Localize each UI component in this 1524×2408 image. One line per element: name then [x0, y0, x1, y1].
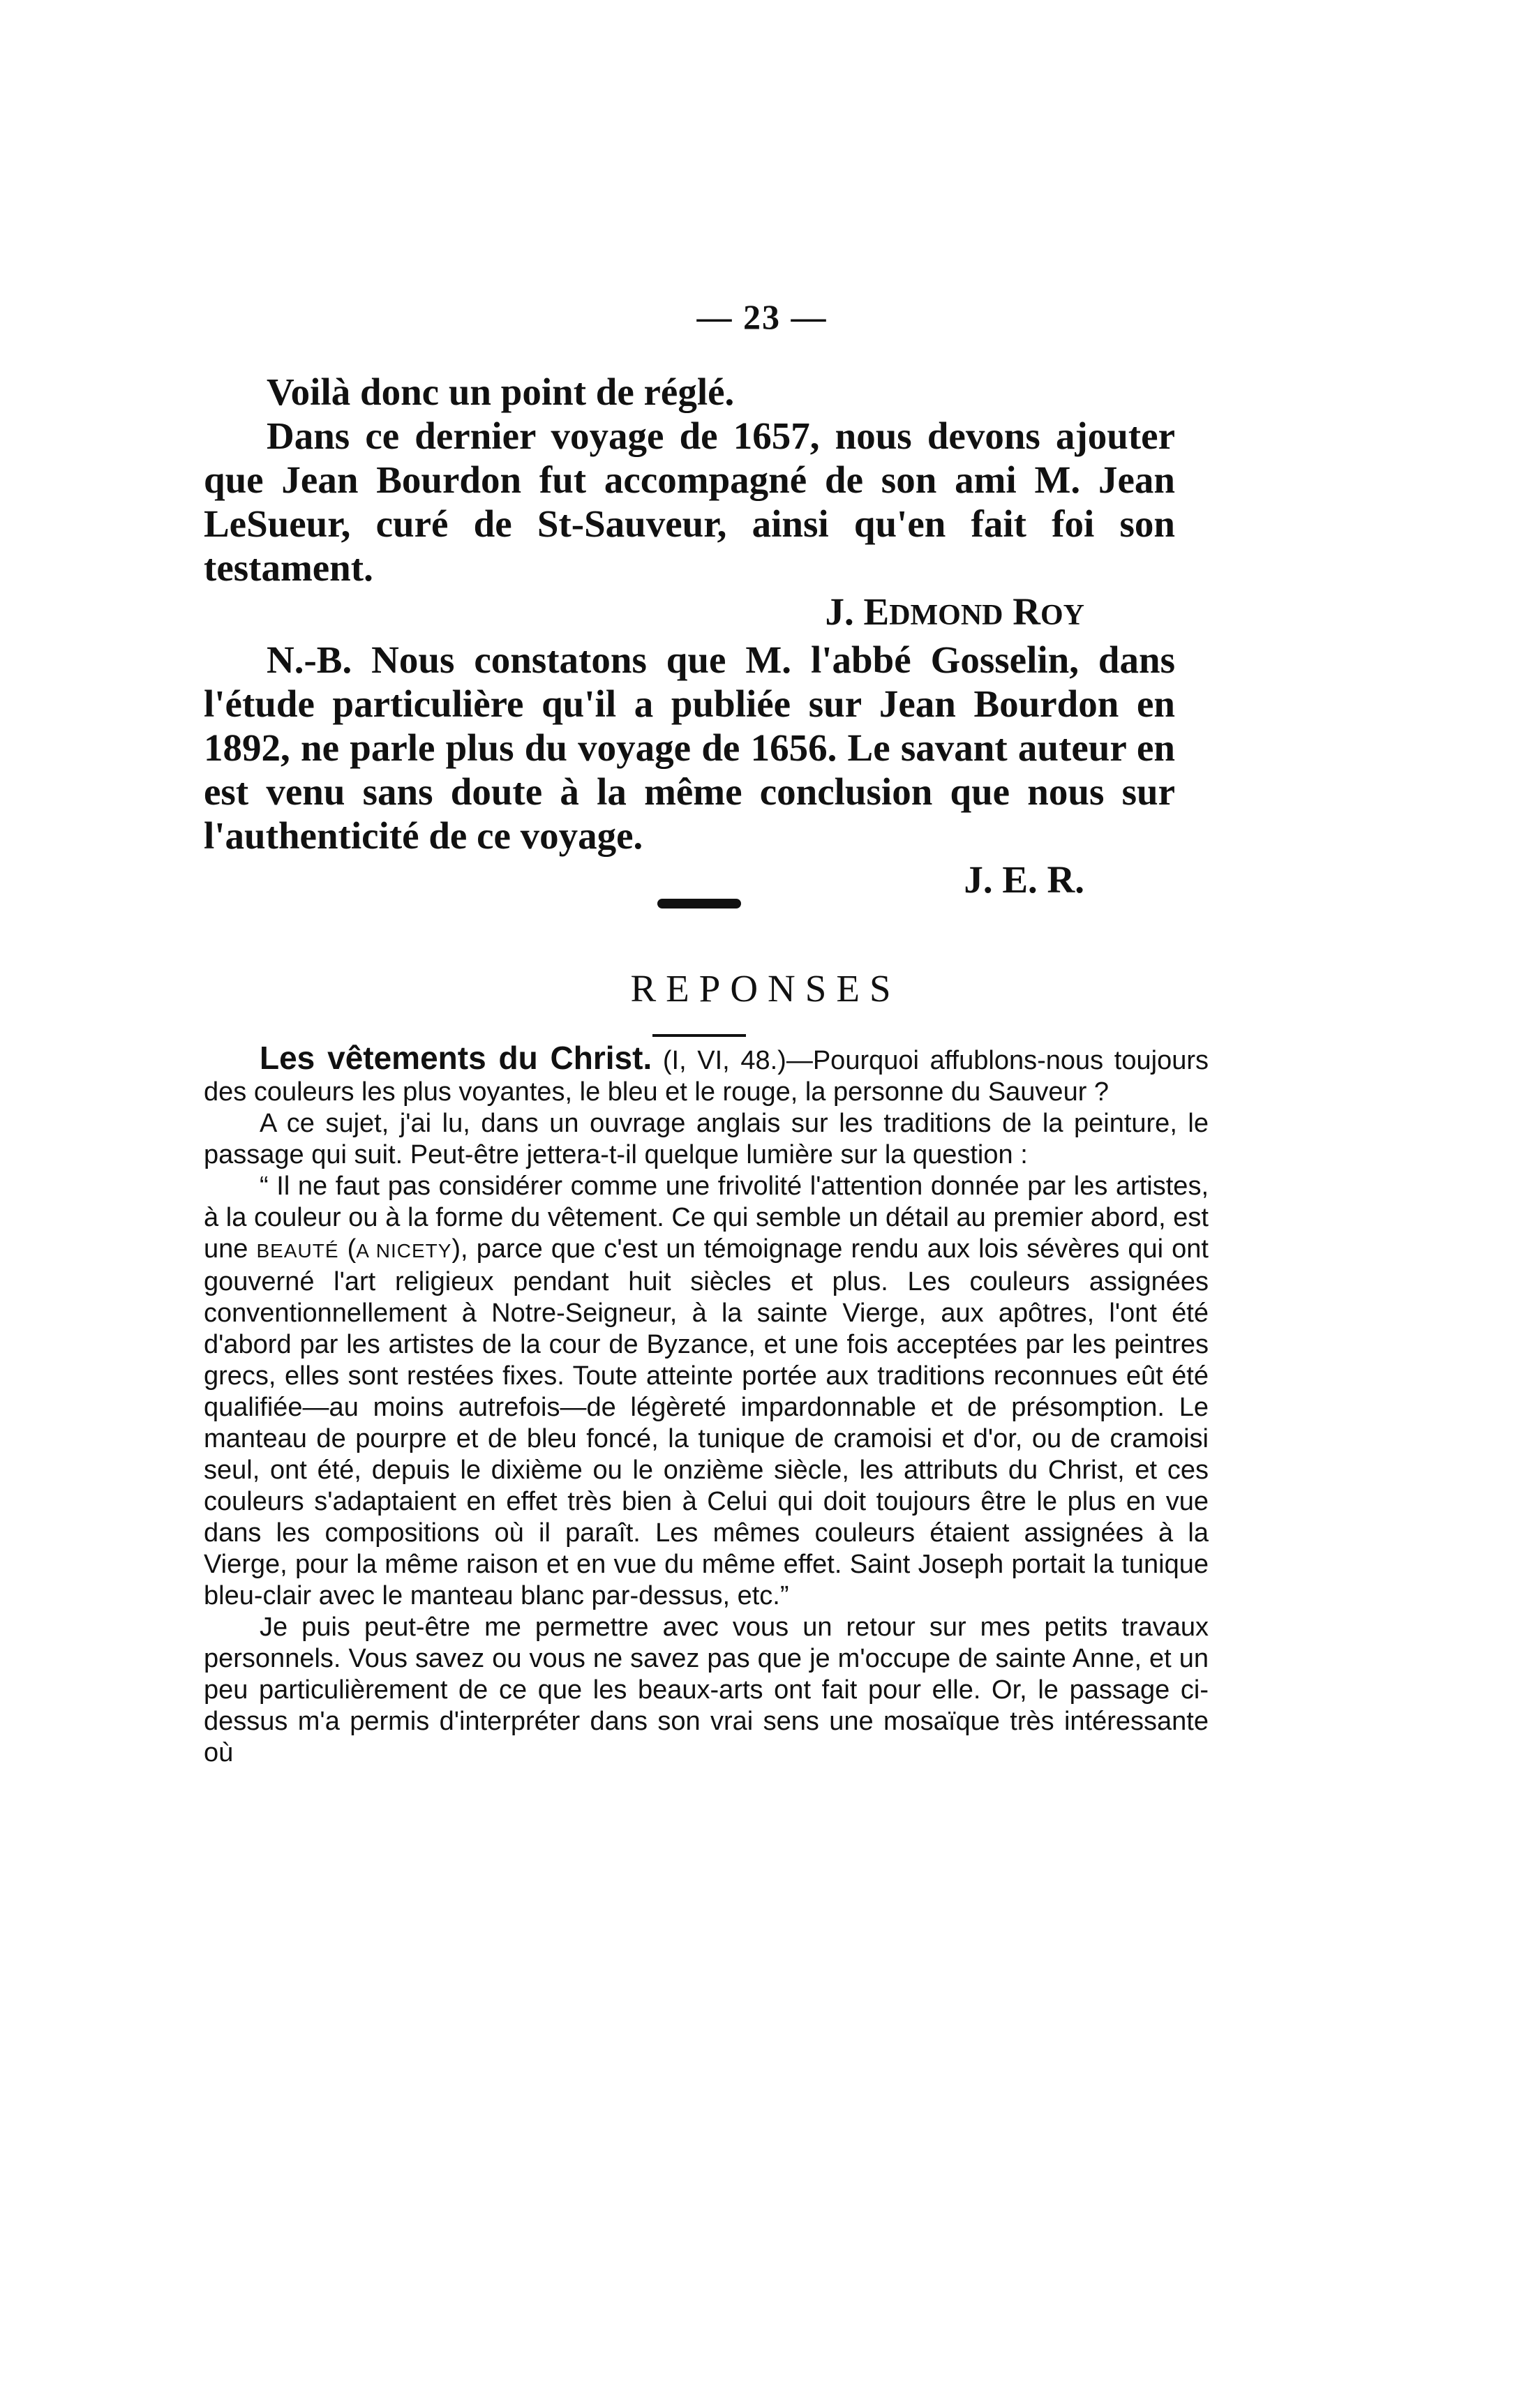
signature-part: DMOND — [889, 599, 1003, 631]
separator-ornament — [657, 899, 741, 908]
quote-text: ), parce que c'est un témoignage rendu aux lois sévères qui ont gouverné l'art religieux pendant huit siècles et plus. Les couleurs assignées conventionnellement à Notre-Seigneur, à la sainte Vierge, aux apôtres, l'ont été d'abord par les artistes de la cour de Byzance, et une fois acceptées par les peintres grecs, elles sont restées fixes. Toute atteinte portée aux traditions reconnues eût été qualifiée—au moins autrefois—de légèreté impardonnable et de présomption. Le manteau de pourpre et de bleu foncé, la tunique de cramoisi et d'or, ou de cramoisi seul, ont été, depuis le dixième ou le onzième siècle, les attributs du Christ, et ces couleurs s'adaptaient en effet très bien à Celui qui doit toujours être le plus en vue dans les compositions où il paraît. Les mêmes couleurs étaient assignées à la Vierge, pour la même raison et en vue du même effet. Saint Joseph portait la tunique bleu-clair avec le manteau blanc par-dessus, etc.” — [204, 1234, 1209, 1610]
question-text: (I, VI, 48.)—Pourquoi affublons-nous toujours des couleurs les plus voyantes, le bleu et le rouge, la personne du Sauveur ? — [204, 1046, 1209, 1107]
section-title: REPONSES — [630, 967, 901, 1010]
quote-text: “ Il ne faut pas considérer comme une frivolité l'attention donnée par les artistes, à la couleur ou à la forme du vêtement. Ce qui semble un détail au premier abord, est une — [204, 1172, 1209, 1264]
question-paragraph — [204, 1042, 1209, 1108]
quoted-passage — [204, 1171, 1209, 1612]
author-initials: J. E. R. — [964, 858, 1084, 901]
author-signature — [204, 590, 1175, 638]
paragraph-voyage-1657: Dans ce dernier voyage de 1657, nous devons ajouter que Jean Bourdon fut accompagné de son ami M. Jean LeSueur, curé de St-Sauveur, ainsi qu'en fait foi son testament. — [204, 414, 1175, 589]
question-title: Les vêtements du Christ. — [260, 1040, 652, 1076]
answer-paragraph-sainte-anne: Je puis peut-être me permettre avec vous un retour sur mes petits travaux personnels. Vous savez ou vous ne savez pas que je m'occupe de sainte Anne, et un peu particulièrement de ce que les beaux-arts ont fait pour elle. Or, le passage ci-dessus m'a permis d'interpréter dans son vrai sens une mosaïque très intéressante où — [204, 1613, 1209, 1767]
title-rule — [652, 1034, 746, 1037]
page-number: — 23 — — [696, 297, 828, 336]
reponse-article — [204, 1042, 1209, 1769]
letter-conclusion — [204, 370, 1175, 902]
answer-intro: A ce sujet, j'ai lu, dans un ouvrage anglais sur les traditions de la peinture, le passage qui suit. Peut-être jettera-t-il quelque lumière sur la question : — [204, 1109, 1209, 1169]
signature-part: J. E — [825, 590, 890, 633]
paragraph-nota-bene: N.-B. Nous constatons que M. l'abbé Gosselin, dans l'étude particulière qu'il a publiée sur Jean Bourdon en 1892, ne parle plus du voyage de 1656. Le savant auteur en est venu sans doute à la même conclusion que nous sur l'authenticité de ce voyage. — [204, 638, 1175, 857]
quote-small-caps: A NICETY — [356, 1240, 452, 1262]
quote-text: ( — [338, 1234, 357, 1264]
signature-part: R — [1003, 590, 1040, 633]
signature-part: OY — [1040, 599, 1084, 631]
paragraph-voila: Voilà donc un point de réglé. — [267, 371, 735, 413]
quote-small-caps: BEAUTÉ — [256, 1240, 339, 1262]
